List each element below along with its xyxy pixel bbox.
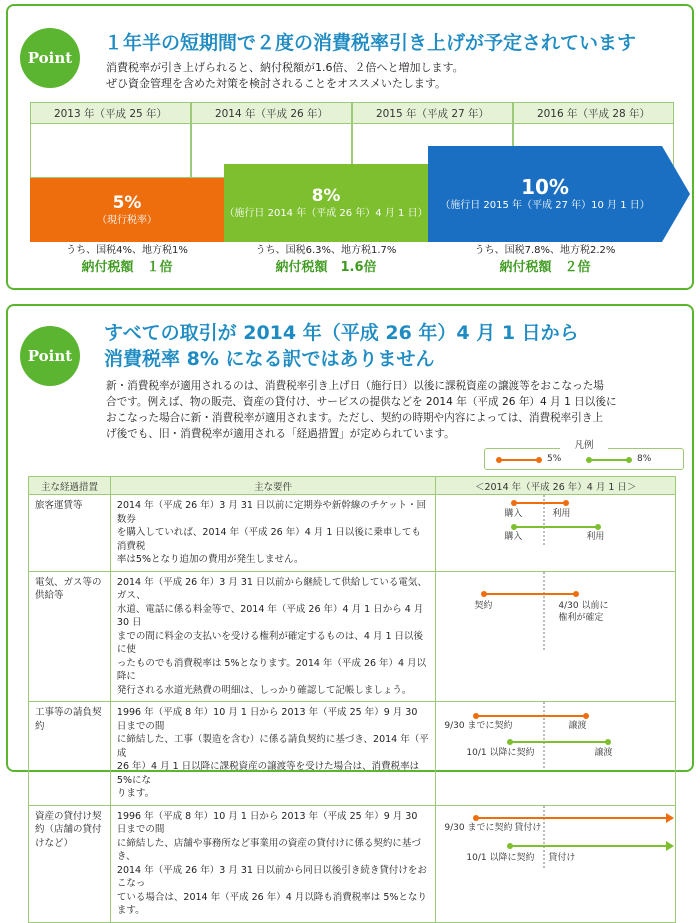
year-header: 2016 年（平成 28 年） bbox=[513, 102, 674, 124]
measure-name-text: 旅客運賃等 bbox=[35, 500, 83, 511]
requirement-line: 率は5%となり追加の費用が発生しません。 bbox=[116, 554, 304, 565]
rate-note: （施行日 2015 年（平成 27 年）10 月 1 日） bbox=[440, 200, 650, 211]
measure-name-text: 約（店舗の貸付 bbox=[35, 824, 102, 835]
measure-requirement bbox=[110, 571, 435, 702]
timeline-label: 貸付け bbox=[548, 852, 576, 863]
table-header: 主な要件 bbox=[110, 477, 435, 495]
rate-8-box bbox=[224, 164, 428, 242]
timeline-label: 譲渡 bbox=[568, 721, 587, 731]
measure-name-text: 資産の貸付け契 bbox=[35, 810, 102, 822]
rate-value: 10% bbox=[521, 175, 569, 199]
timeline-label: 9/30 までに契約 bbox=[444, 822, 513, 833]
requirement-line: ている場合は、2014 年（平成 26 年）4 月以降も消費税率は 5%となります。 bbox=[116, 891, 427, 916]
rate-breakdown: うち、国税4%、地方税1% bbox=[66, 245, 188, 256]
year-header: 2015 年（平成 27 年） bbox=[352, 102, 513, 124]
timeline-label: 購入 bbox=[504, 532, 523, 542]
year-cell bbox=[30, 124, 191, 178]
body-line-4: げ後でも、旧・消費税率が適用される「経過措置」が定められています。 bbox=[106, 428, 455, 440]
section-heading-line-2: 消費税率 8% になる訳ではありません bbox=[104, 348, 435, 370]
timeline-label: 10/1 以降に契約 bbox=[466, 852, 535, 863]
legend-title: 凡例 bbox=[560, 437, 608, 451]
requirement-line: ったものでも消費税率は 5%となります。2014 年（平成 26 年）4 月以降に bbox=[116, 657, 427, 682]
requirement-line: 2014 年（平成 26 年）3 月 31 日以前に定期券や新幹線のチケット・回数券 bbox=[116, 500, 427, 525]
requirement-line: 2014 年（平成 26 年）3 月 31 日以前から同日以後引き続き貸付けをおこなっ bbox=[116, 864, 427, 889]
body-line-3: おこなった場合に新・消費税率が適用されます。ただし、契約の時期や内容によっては、消費税率引き上 bbox=[106, 412, 604, 424]
requirement-line: 水道、電話に係る料金等で、2014 年（平成 26 年）4 月 1 日から 4 月 30 日 bbox=[116, 603, 424, 628]
transitional-measures-panel bbox=[6, 304, 694, 916]
legend bbox=[484, 448, 684, 470]
tax-multiplier: 納付税額 ２倍 bbox=[499, 260, 591, 275]
year-header: 2013 年（平成 25 年） bbox=[30, 102, 191, 124]
tax-schedule-panel bbox=[6, 4, 694, 290]
timeline-label: 権利が確定 bbox=[558, 612, 604, 623]
measure-name-text: 工事等の請負契 bbox=[35, 707, 102, 718]
tax-multiplier: 納付税額 1.6倍 bbox=[275, 260, 377, 275]
rate-10-box bbox=[428, 146, 662, 242]
rate-breakdown: うち、国税7.8%、地方税2.2% bbox=[474, 245, 616, 256]
point-badge: Point bbox=[20, 326, 80, 386]
section-heading-line-1: すべての取引が 2014 年（平成 26 年）4 月 1 日から bbox=[104, 322, 579, 344]
timeline-label: 9/30 までに契約 bbox=[444, 721, 513, 731]
measure-name-text: 電気、ガス等の bbox=[35, 576, 102, 588]
requirement-line: 発行される水道光熱費の明細は、しっかり確認して記帳しましょう。 bbox=[116, 684, 412, 696]
measure-requirement bbox=[110, 805, 435, 922]
legend-old-rate: 5% bbox=[547, 454, 562, 464]
timeline-label: 利用 bbox=[586, 532, 605, 542]
timeline-graphic bbox=[436, 572, 676, 650]
point-badge: Point bbox=[20, 28, 80, 88]
requirement-line: 1996 年（平成 8 年）10 月 1 日から 2013 年（平成 25 年）9 月 30 日までの間 bbox=[116, 707, 418, 732]
requirement-line: 26 年）4 月 1 日以降に課税資産の譲渡等を受けた場合は、消費税率は 5%にな bbox=[116, 761, 420, 786]
timeline-label: 貸付け bbox=[514, 822, 542, 833]
timeline-label: 購入 bbox=[504, 509, 523, 519]
body-line-1: 新・消費税率が適用されるのは、消費税率引き上げ日（施行日）以後に課税資産の譲渡等をおこなった場 bbox=[106, 380, 604, 392]
intro-line-2: ぜひ資金管理を含めた対策を検討されることをオススメいたします。 bbox=[106, 77, 447, 90]
timeline-label: 10/1 以降に契約 bbox=[466, 748, 535, 758]
requirement-line: ります。 bbox=[116, 788, 155, 799]
intro-line-1: 消費税率が引き上げられると、納付税額が1.6倍、２倍へと増加します。 bbox=[106, 61, 464, 74]
requirement-line: に締結した、工事（製造を含む）に係る請負契約に基づき、2014 年（平成 bbox=[116, 734, 429, 759]
rate-note: （現行税率） bbox=[97, 215, 157, 226]
section-heading: １年半の短期間で２度の消費税率引き上げが予定されています bbox=[104, 32, 637, 54]
rate-breakdown: うち、国税6.3%、地方税1.7% bbox=[255, 245, 397, 256]
measure-name-text: 供給等 bbox=[35, 590, 64, 601]
measure-timeline bbox=[436, 702, 676, 806]
requirement-line: までの間に料金の支払いを受ける権利が確定するものは、4 月 1 日以後に使 bbox=[116, 630, 424, 655]
rate-value: 8% bbox=[311, 186, 341, 206]
measure-requirement bbox=[110, 702, 435, 806]
legend-lines bbox=[485, 449, 685, 471]
rate-note: （施行日 2014 年（平成 26 年）4 月 1 日） bbox=[224, 208, 428, 219]
requirement-line: に締結した、店舗や事務所など事業用の資産の貸付けに係る契約に基づき、 bbox=[116, 837, 421, 862]
requirement-line: 1996 年（平成 8 年）10 月 1 日から 2013 年（平成 25 年）9 月 30 日までの間 bbox=[116, 810, 418, 835]
timeline-label: 利用 bbox=[552, 509, 571, 519]
year-header: 2014 年（平成 26 年） bbox=[191, 102, 352, 124]
measure-timeline bbox=[436, 805, 676, 922]
timeline-label: 譲渡 bbox=[594, 748, 613, 758]
table-header: ＜2014 年（平成 26 年）4 月 1 日＞ bbox=[436, 477, 676, 495]
rate-value: 5% bbox=[112, 193, 142, 213]
legend-new-rate: 8% bbox=[637, 454, 652, 464]
table-header: 主な経過措置 bbox=[29, 477, 111, 495]
measures-table bbox=[28, 476, 676, 923]
table-row bbox=[29, 805, 676, 922]
timeline-label: 契約 bbox=[474, 600, 493, 611]
measure-name-text: けなど） bbox=[35, 837, 74, 849]
table-row bbox=[29, 571, 676, 702]
tax-multiplier: 納付税額 １倍 bbox=[81, 260, 173, 275]
measure-name-text: 約 bbox=[35, 720, 45, 732]
measure-requirement bbox=[110, 495, 435, 572]
table-row bbox=[29, 702, 676, 806]
measure-timeline bbox=[436, 571, 676, 702]
requirement-line: を購入していれば、2014 年（平成 26 年）4 月 1 日以後に乗車しても消費税 bbox=[116, 527, 421, 552]
requirement-line: 2014 年（平成 26 年）3 月 31 日以前から継続して供給している電気、ガス、 bbox=[116, 576, 427, 601]
body-line-2: 合です。例えば、物の販売、資産の貸付け、サービスの提供などを 2014 年（平成 26 年）4 月 1 日以後に bbox=[106, 396, 617, 408]
measure-name bbox=[29, 495, 111, 572]
timeline-label: 4/30 以前に bbox=[558, 600, 609, 611]
measure-name bbox=[29, 571, 111, 702]
table-row bbox=[29, 495, 676, 572]
measure-name bbox=[29, 702, 111, 806]
measure-name bbox=[29, 805, 111, 922]
measure-timeline bbox=[436, 495, 676, 572]
rate-5-box bbox=[30, 178, 224, 242]
